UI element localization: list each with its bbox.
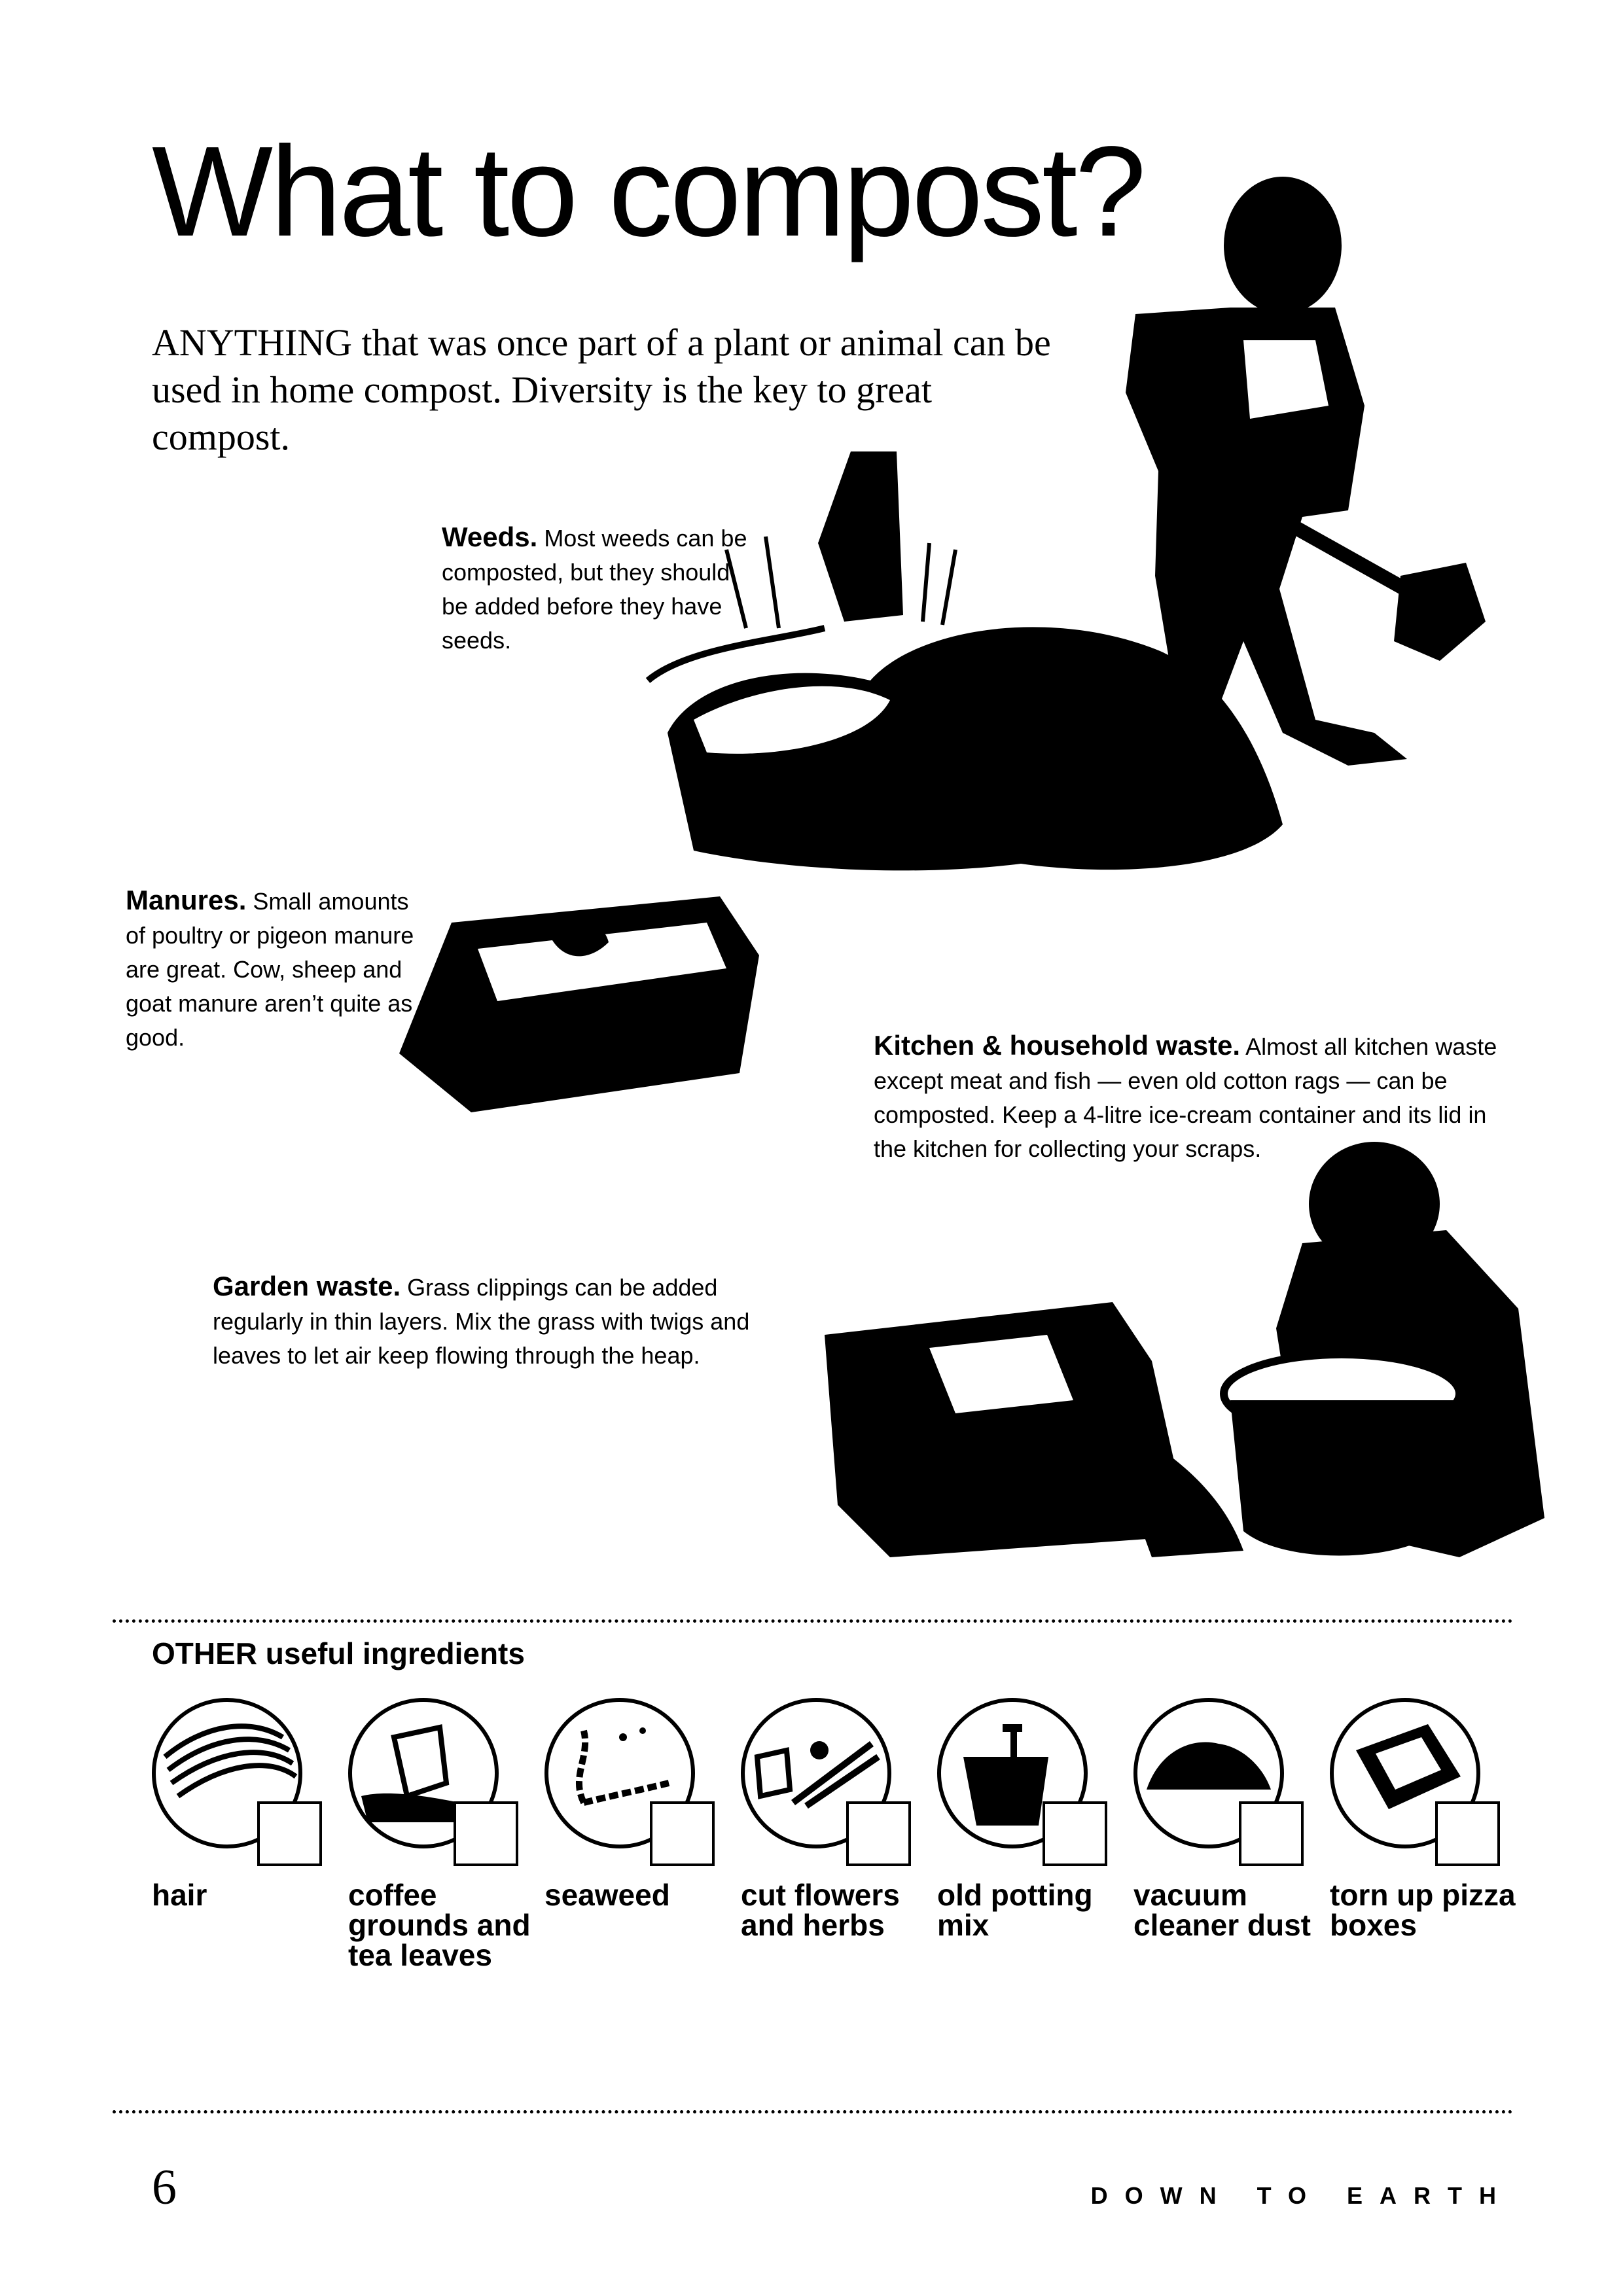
pot-icon [937,1698,1107,1868]
dust-pile-icon [1133,1698,1304,1868]
flowers-icon [741,1698,911,1868]
ingredient-label: cut flowers and herbs [741,1878,900,1942]
ingredient-label: seaweed [544,1878,670,1912]
footer-divider [113,2110,1513,2113]
ingredient-item [348,1698,538,1970]
page-title: What to compost? [152,120,1144,263]
woman-with-bucket-figure [1224,1142,1544,1557]
section-divider [113,1619,1513,1623]
hair-icon [152,1698,322,1868]
ingredient-label: old potting mix [937,1878,1093,1942]
pizza-box-icon [1330,1698,1500,1868]
page-number: 6 [152,2160,177,2215]
garden-text: Grass clippings can be added regularly in thin layers. Mix the grass with twigs and leaves to let air keep flowing through the heap. [213,1274,750,1369]
manures-heading: Manures. [126,885,247,915]
coffee-cup-icon [348,1698,518,1868]
manure-bag-drawing [399,896,759,1112]
ingredient-item [741,1698,931,1940]
kitchen-callout [874,1029,1502,1166]
manures-callout [126,883,433,1055]
intro-paragraph: ANYTHING that was once part of a plant or animal can be used in home compost. Diversity is the key to great compost. [152,321,1051,458]
garden-waste-bin-drawing [825,1302,1243,1557]
ingredient-item [152,1698,342,1910]
seaweed-icon [544,1698,715,1868]
weeds-callout [442,520,749,658]
kitchen-heading: Kitchen & household waste. [874,1030,1241,1061]
ingredient-label: hair [152,1878,207,1912]
garden-heading: Garden waste. [213,1271,401,1301]
ingredient-label: coffee grounds and tea leaves [348,1878,531,1972]
weeds-heading: Weeds. [442,521,538,552]
ingredient-label: vacuum cleaner dust [1133,1878,1311,1942]
garden-callout [213,1269,802,1373]
ingredient-item [1133,1698,1323,1940]
ingredient-label: torn up pizza boxes [1330,1878,1516,1942]
ingredient-item [544,1698,734,1910]
ingredient-item [1330,1698,1520,1940]
kitchen-text: Almost all kitchen waste except meat and fish — even old cotton rags — can be composted. Keep a 4-litre ice-cream container and its lid in the kitchen for collecting your scraps. [874,1033,1497,1162]
running-head: DOWN TO EARTH [1090,2182,1513,2209]
weeds-text: Most weeds can be composted, but they should be added before they have seeds. [442,525,747,654]
manures-text: Small amounts of poultry or pigeon manure are great. Cow, sheep and goat manure aren’t quite as good. [126,888,414,1051]
ingredient-item [937,1698,1127,1940]
other-ingredients-heading: OTHER useful ingredients [152,1636,525,1670]
